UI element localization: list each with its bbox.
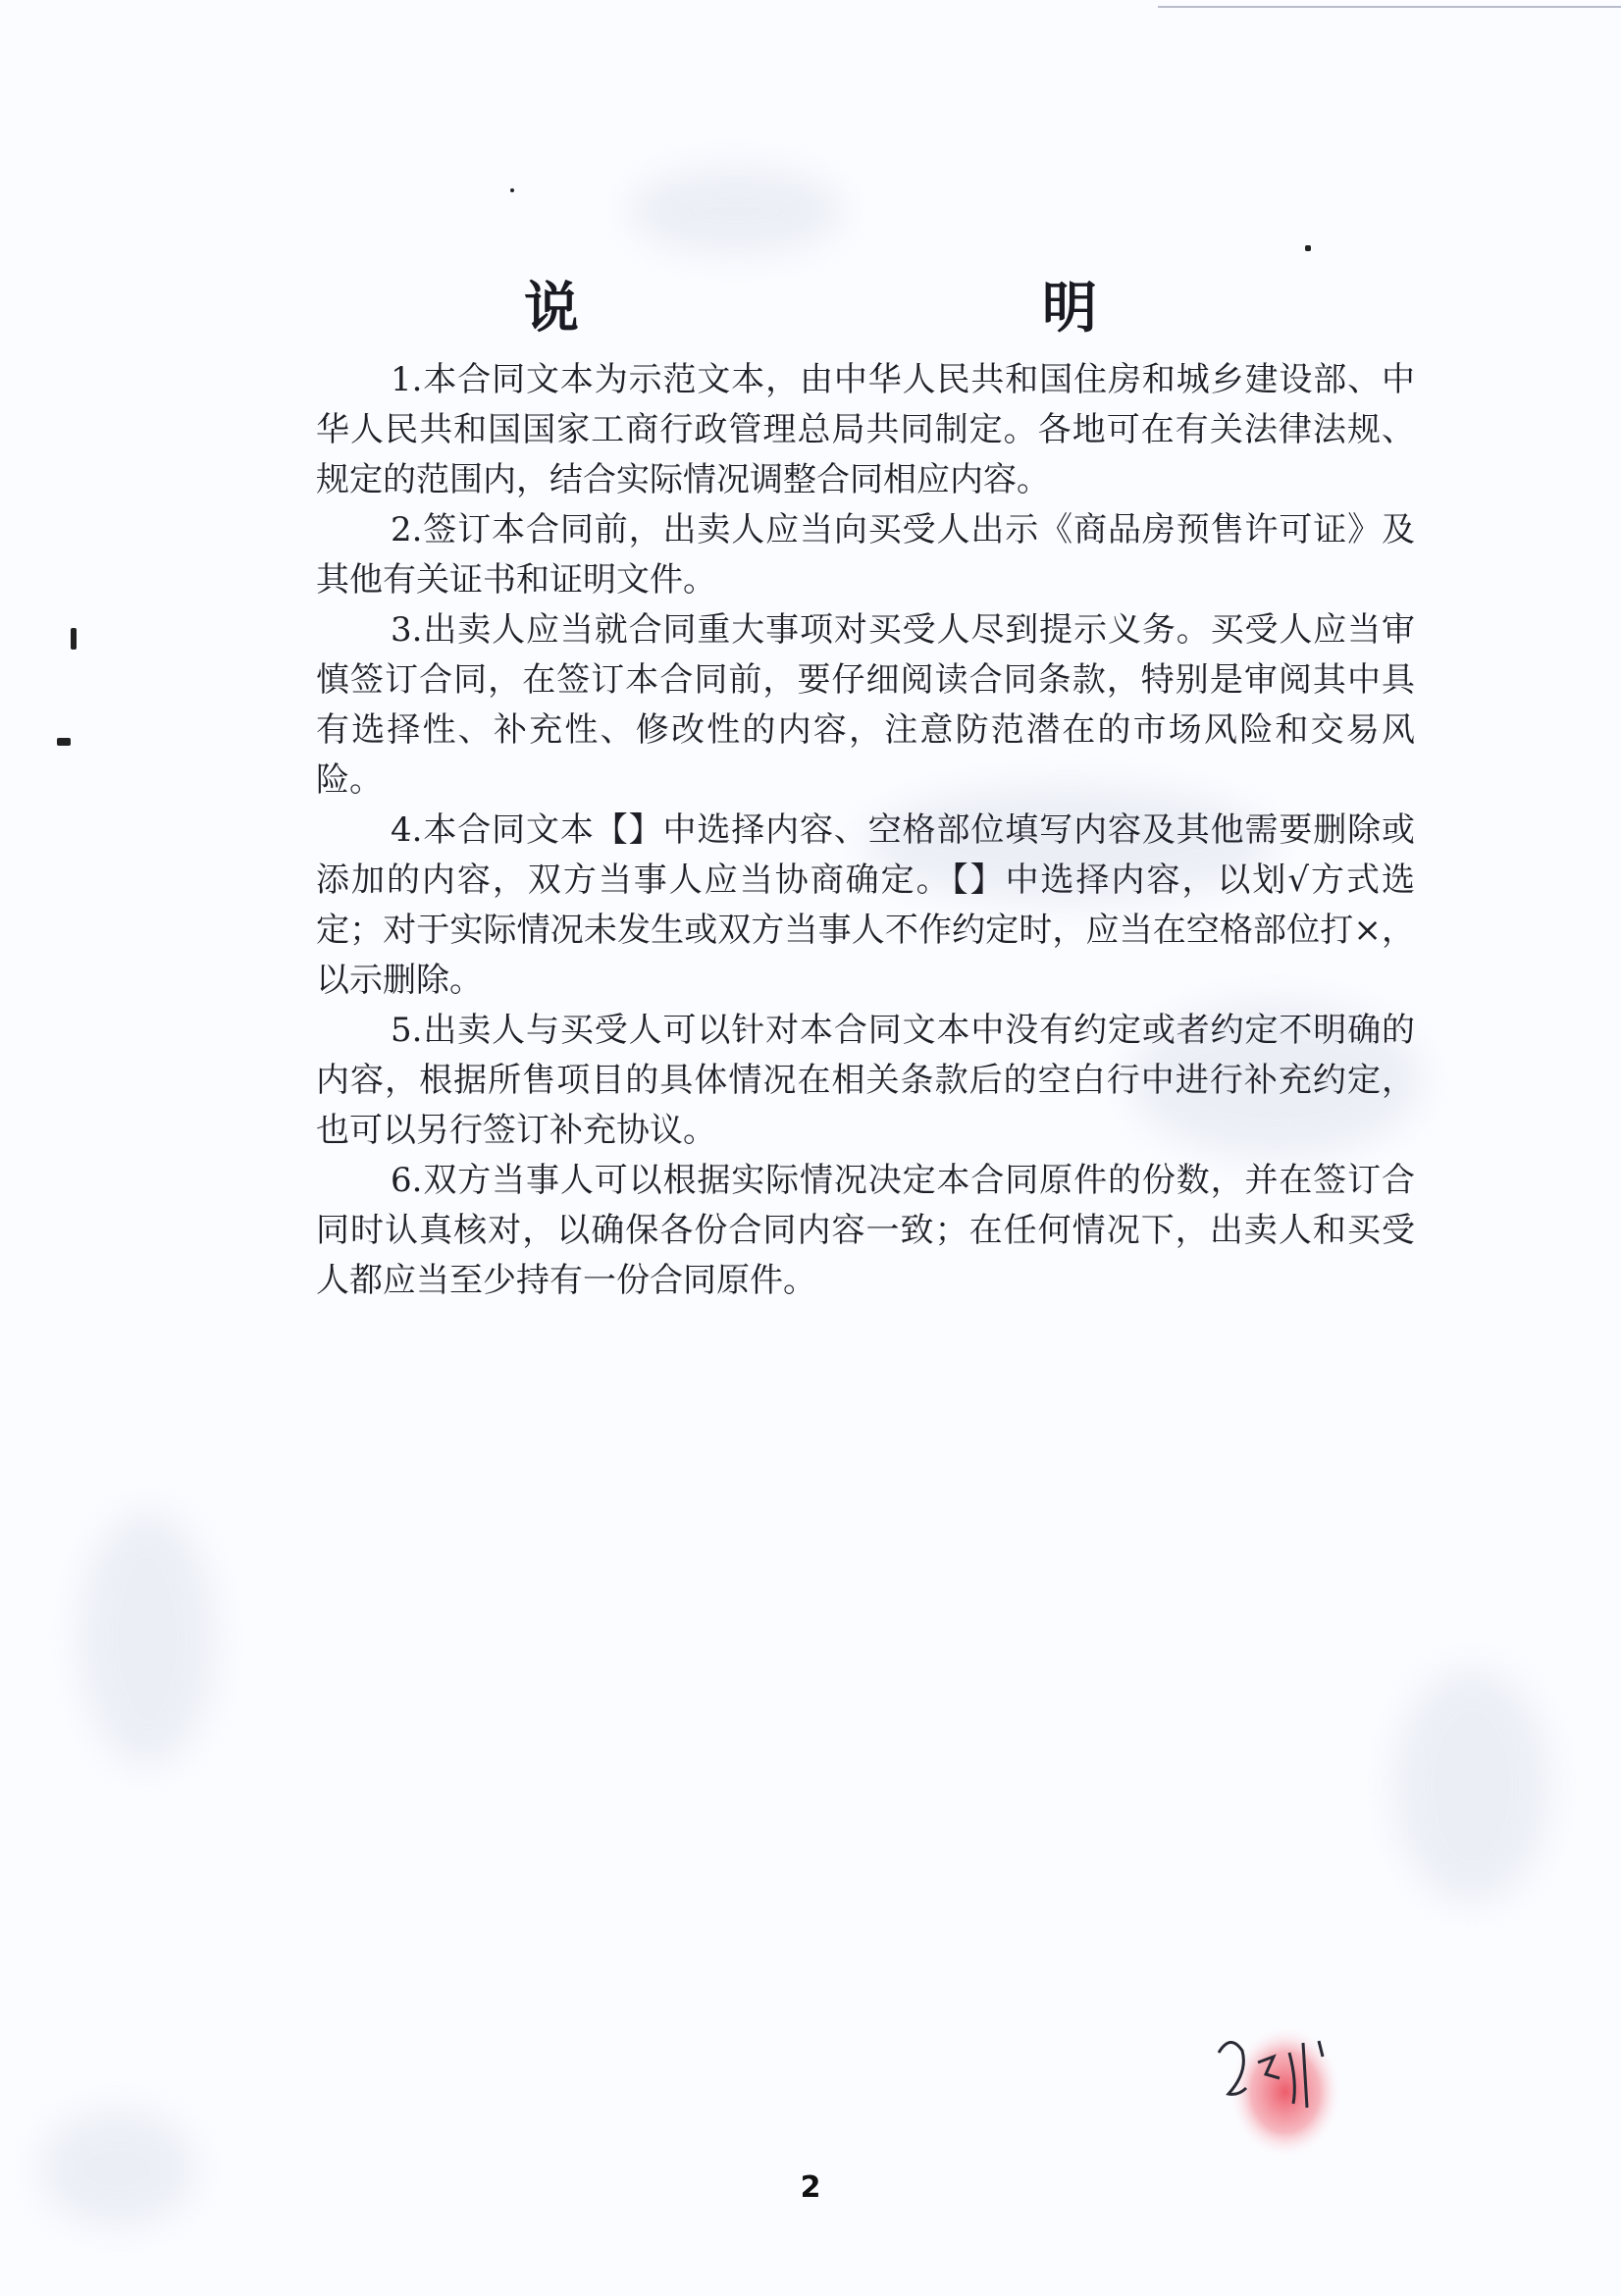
scan-edge-line <box>1158 6 1621 8</box>
instructions-body <box>316 355 1415 1306</box>
scan-speck <box>71 628 77 650</box>
page-title: 说 明 <box>524 275 1215 340</box>
scan-shadow <box>78 1511 216 1766</box>
instruction-paragraph-5: 5.出卖人与买受人可以针对本合同文本中没有约定或者约定不明确的内容，根据所售项目的具体情况在相关条款后的空白行中进行补充约定，也可以另行签订补充协议。 <box>316 1011 1415 1150</box>
instruction-paragraph-1: 1.本合同文本为示范文本，由中华人民共和国住房和城乡建设部、中华人民共和国国家工商行政管理总局共同制定。各地可在有关法律法规、规定的范围内，结合实际情况调整合同相应内容。 <box>316 360 1415 499</box>
instruction-paragraph-3: 3.出卖人应当就合同重大事项对买受人尽到提示义务。买受人应当审慎签订合同，在签订本合同前，要仔细阅读合同条款，特别是审阅其中具有选择性、补充性、修改性的内容，注意防范潜在的市场风险和交易风险。 <box>316 610 1415 800</box>
scan-shadow <box>1393 1668 1550 1904</box>
page-number: 2 <box>800 2170 821 2205</box>
instruction-paragraph-2: 2.签订本合同前，出卖人应当向买受人出示《商品房预售许可证》及其他有关证书和证明文件。 <box>316 510 1415 600</box>
scan-speck <box>1305 245 1311 251</box>
scan-shadow <box>628 167 844 255</box>
seal-stamp <box>1229 2025 1342 2159</box>
seal-signature <box>1209 2013 1346 2161</box>
scan-speck <box>57 738 71 746</box>
scan-shadow <box>39 2110 196 2227</box>
instruction-paragraph-6: 6.双方当事人可以根据实际情况决定本合同原件的份数，并在签订合同时认真核对，以确保各份合同内容一致；在任何情况下，出卖人和买受人都应当至少持有一份合同原件。 <box>316 1161 1415 1300</box>
scan-speck <box>510 188 514 192</box>
instruction-paragraph-4: 4.本合同文本【】中选择内容、空格部位填写内容及其他需要删除或添加的内容，双方当事人应当协商确定。【】中选择内容，以划√方式选定；对于实际情况未发生或双方当事人不作约定时，应当在空格部位打×，以示删除。 <box>316 810 1415 1000</box>
